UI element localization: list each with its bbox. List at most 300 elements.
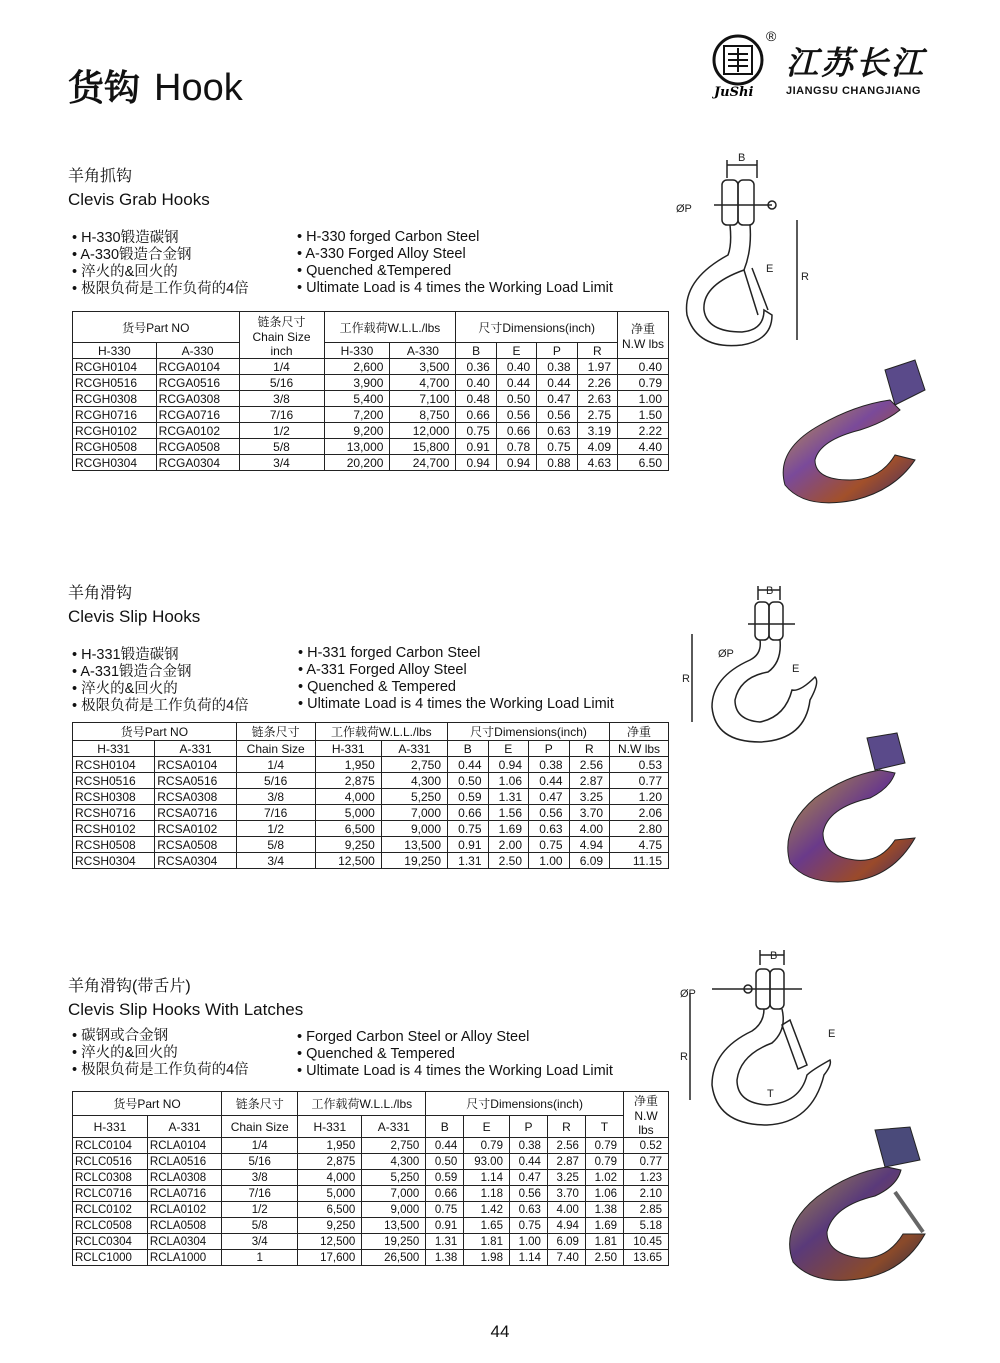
sub-header: R bbox=[569, 741, 610, 757]
bullet: • Ultimate Load is 4 times the Working Load Limit bbox=[297, 1063, 613, 1080]
bullet: • Quenched & Tempered bbox=[297, 1046, 613, 1063]
table-row bbox=[73, 837, 669, 853]
table-cell: 4,700 bbox=[390, 375, 456, 391]
table-cell: 2,750 bbox=[362, 1138, 426, 1154]
table-cell: 0.75 bbox=[509, 1218, 547, 1234]
table-cell: 24,700 bbox=[390, 455, 456, 471]
table-row bbox=[73, 1154, 669, 1170]
spec-table-latch-hooks bbox=[72, 1091, 669, 1266]
table-cell: RCSH0104 bbox=[73, 757, 155, 773]
dim-label: R bbox=[680, 1051, 688, 1063]
table-cell: 13.65 bbox=[624, 1250, 669, 1266]
bullet: • 极限负荷是工作负荷的4倍 bbox=[72, 698, 249, 715]
table-cell: RCLC0304 bbox=[73, 1234, 148, 1250]
bullet: • H-331锻造碳钢 bbox=[72, 647, 249, 664]
table-cell: 0.52 bbox=[624, 1138, 669, 1154]
sub-header: A-330 bbox=[156, 343, 239, 359]
table-cell: 1,950 bbox=[298, 1138, 362, 1154]
table-cell: 1.00 bbox=[529, 853, 570, 869]
table-cell: RCSA0304 bbox=[155, 853, 236, 869]
bullet: • 淬火的&回火的 bbox=[72, 1045, 249, 1062]
col-net-weight: 净重N.W lbs bbox=[624, 1092, 669, 1138]
table-cell: 3/8 bbox=[236, 789, 315, 805]
table-cell: 7,000 bbox=[362, 1186, 426, 1202]
table-cell: 1.02 bbox=[585, 1170, 623, 1186]
table-cell: 5/16 bbox=[236, 773, 315, 789]
table-cell: 2.56 bbox=[569, 757, 610, 773]
table-cell: 2.75 bbox=[577, 407, 617, 423]
table-cell: 2.80 bbox=[610, 821, 669, 837]
section-title-cn: 羊角滑钩(带舌片) bbox=[68, 978, 191, 995]
sub-header: R bbox=[577, 343, 617, 359]
table-cell: 13,000 bbox=[324, 439, 390, 455]
table-cell: 1/4 bbox=[236, 757, 315, 773]
table-cell: 0.59 bbox=[448, 789, 489, 805]
table-cell: 3,900 bbox=[324, 375, 390, 391]
table-cell: 1/2 bbox=[222, 1202, 298, 1218]
sub-header: B bbox=[448, 741, 489, 757]
table-cell: 0.79 bbox=[585, 1154, 623, 1170]
table-row bbox=[73, 375, 669, 391]
table-cell: 0.79 bbox=[585, 1138, 623, 1154]
table-cell: 0.47 bbox=[529, 789, 570, 805]
table-cell: 4.00 bbox=[547, 1202, 585, 1218]
table-cell: RCGA0716 bbox=[156, 407, 239, 423]
table-cell: 6,500 bbox=[315, 821, 381, 837]
latch-hook-diagram bbox=[672, 945, 842, 1135]
table-cell: 0.66 bbox=[496, 423, 536, 439]
bullet: • H-330锻造碳钢 bbox=[72, 230, 249, 247]
table-cell: 1.06 bbox=[585, 1186, 623, 1202]
table-cell: 19,250 bbox=[381, 853, 447, 869]
table-cell: 1/4 bbox=[239, 359, 324, 375]
table-cell: 0.75 bbox=[529, 837, 570, 853]
table-cell: 5/16 bbox=[222, 1154, 298, 1170]
table-cell: 3/4 bbox=[222, 1234, 298, 1250]
col-part-no: 货号Part NO bbox=[73, 1092, 222, 1116]
table-cell: 1.97 bbox=[577, 359, 617, 375]
table-cell: 1 bbox=[222, 1250, 298, 1266]
table-cell: RCSH0308 bbox=[73, 789, 155, 805]
sub-header: B bbox=[456, 343, 496, 359]
table-row bbox=[73, 423, 669, 439]
table-cell: 0.40 bbox=[496, 359, 536, 375]
table-cell: 9,000 bbox=[381, 821, 447, 837]
bullet: • A-331 Forged Alloy Steel bbox=[298, 662, 614, 679]
col-dimensions: 尺寸Dimensions(inch) bbox=[448, 723, 610, 741]
table-cell: 1.20 bbox=[610, 789, 669, 805]
brand-name-en: JIANGSU CHANGJIANG bbox=[786, 85, 921, 97]
grab-hook-diagram bbox=[672, 150, 832, 350]
table-cell: 1.38 bbox=[585, 1202, 623, 1218]
table-row bbox=[73, 1218, 669, 1234]
bullets-cn bbox=[72, 647, 249, 715]
table-cell: 19,250 bbox=[362, 1234, 426, 1250]
table-cell: 2.87 bbox=[547, 1154, 585, 1170]
table-cell: 9,250 bbox=[315, 837, 381, 853]
table-cell: 0.88 bbox=[537, 455, 577, 471]
bullets-cn bbox=[72, 230, 249, 298]
table-cell: 2,600 bbox=[324, 359, 390, 375]
table-cell: 9,250 bbox=[298, 1218, 362, 1234]
sub-header: H-331 bbox=[73, 741, 155, 757]
table-cell: 1/2 bbox=[236, 821, 315, 837]
table-cell: 0.75 bbox=[448, 821, 489, 837]
table-cell: 0.36 bbox=[456, 359, 496, 375]
table-row bbox=[73, 439, 669, 455]
table-cell: 7/16 bbox=[236, 805, 315, 821]
table-cell: 5/8 bbox=[222, 1218, 298, 1234]
grab-hook-photo bbox=[765, 350, 940, 510]
table-cell: 2.00 bbox=[488, 837, 529, 853]
table-row bbox=[73, 757, 669, 773]
col-net-weight-en: N.W lbs bbox=[610, 741, 669, 757]
table-cell: 0.38 bbox=[509, 1138, 547, 1154]
table-cell: 1.00 bbox=[618, 391, 669, 407]
table-cell: 0.47 bbox=[537, 391, 577, 407]
table-cell: 2,875 bbox=[315, 773, 381, 789]
table-cell: 4,300 bbox=[362, 1154, 426, 1170]
table-cell: 0.48 bbox=[456, 391, 496, 407]
table-cell: RCSH0716 bbox=[73, 805, 155, 821]
table-row bbox=[73, 1250, 669, 1266]
sub-header: E bbox=[488, 741, 529, 757]
table-cell: 1.00 bbox=[509, 1234, 547, 1250]
sub-header: A-331 bbox=[381, 741, 447, 757]
table-cell: 0.56 bbox=[529, 805, 570, 821]
table-row bbox=[73, 805, 669, 821]
table-cell: 6,500 bbox=[298, 1202, 362, 1218]
table-cell: 1/2 bbox=[239, 423, 324, 439]
dim-label: R bbox=[801, 271, 809, 283]
section-title-en: Clevis Grab Hooks bbox=[68, 190, 210, 209]
table-cell: 5,000 bbox=[298, 1186, 362, 1202]
table-cell: 7/16 bbox=[222, 1186, 298, 1202]
table-cell: 1.98 bbox=[464, 1250, 510, 1266]
table-cell: RCGA0104 bbox=[156, 359, 239, 375]
col-wll: 工作载荷W.L.L./lbs bbox=[324, 312, 456, 343]
bullet: • Quenched &Tempered bbox=[297, 263, 613, 280]
table-cell: 0.75 bbox=[537, 439, 577, 455]
table-cell: 0.91 bbox=[426, 1218, 464, 1234]
table-cell: 5,250 bbox=[362, 1170, 426, 1186]
table-row bbox=[73, 1170, 669, 1186]
table-cell: 0.63 bbox=[529, 821, 570, 837]
section-slip-hooks-latches bbox=[68, 973, 678, 1020]
table-cell: RCSH0516 bbox=[73, 773, 155, 789]
table-cell: RCLC0508 bbox=[73, 1218, 148, 1234]
table-cell: 0.63 bbox=[509, 1202, 547, 1218]
bullets-en bbox=[297, 229, 613, 297]
table-cell: 1.42 bbox=[464, 1202, 510, 1218]
table-cell: 3.19 bbox=[577, 423, 617, 439]
bullets-en bbox=[298, 645, 614, 713]
sub-header: P bbox=[529, 741, 570, 757]
bullet: • 淬火的&回火的 bbox=[72, 681, 249, 698]
table-cell: 0.59 bbox=[426, 1170, 464, 1186]
page-number: 44 bbox=[490, 1322, 510, 1341]
table-cell: 0.40 bbox=[618, 359, 669, 375]
table-cell: RCLA0508 bbox=[147, 1218, 221, 1234]
table-cell: 12,500 bbox=[298, 1234, 362, 1250]
table-cell: RCSA0102 bbox=[155, 821, 236, 837]
table-cell: 2.06 bbox=[610, 805, 669, 821]
table-cell: 0.94 bbox=[488, 757, 529, 773]
sub-header: R bbox=[547, 1116, 585, 1138]
table-cell: 0.47 bbox=[509, 1170, 547, 1186]
dim-label: E bbox=[766, 263, 774, 275]
table-cell: RCLA0104 bbox=[147, 1138, 221, 1154]
table-cell: 0.63 bbox=[537, 423, 577, 439]
table-cell: 7,000 bbox=[381, 805, 447, 821]
table-cell: RCLC0308 bbox=[73, 1170, 148, 1186]
table-cell: 9,200 bbox=[324, 423, 390, 439]
table-row bbox=[73, 407, 669, 423]
table-cell: 6.50 bbox=[618, 455, 669, 471]
table-cell: RCGA0308 bbox=[156, 391, 239, 407]
sub-header: P bbox=[537, 343, 577, 359]
table-cell: 12,000 bbox=[390, 423, 456, 439]
table-cell: 8,750 bbox=[390, 407, 456, 423]
table-cell: 3,500 bbox=[390, 359, 456, 375]
table-cell: RCGA0508 bbox=[156, 439, 239, 455]
table-cell: 3/4 bbox=[236, 853, 315, 869]
table-cell: RCGH0102 bbox=[73, 423, 157, 439]
table-cell: 2.10 bbox=[624, 1186, 669, 1202]
table-cell: 0.38 bbox=[529, 757, 570, 773]
table-cell: 0.56 bbox=[496, 407, 536, 423]
table-cell: RCGH0716 bbox=[73, 407, 157, 423]
dim-label: B bbox=[770, 950, 778, 962]
table-cell: 5,250 bbox=[381, 789, 447, 805]
table-cell: 6.09 bbox=[569, 853, 610, 869]
table-cell: 15,800 bbox=[390, 439, 456, 455]
section-title-en: Clevis Slip Hooks bbox=[68, 607, 201, 626]
brand-registered: ® bbox=[766, 28, 777, 44]
sub-header: H-330 bbox=[324, 343, 390, 359]
col-chain-size-en: Chain Size bbox=[222, 1116, 298, 1138]
table-row bbox=[73, 821, 669, 837]
table-cell: RCLC0716 bbox=[73, 1186, 148, 1202]
table-cell: 11.15 bbox=[610, 853, 669, 869]
table-row bbox=[73, 455, 669, 471]
table-cell: 0.44 bbox=[496, 375, 536, 391]
seal-text: JuShi bbox=[714, 85, 754, 100]
table-cell: 2.85 bbox=[624, 1202, 669, 1218]
dim-label: T bbox=[767, 1088, 774, 1100]
table-cell: 0.56 bbox=[537, 407, 577, 423]
col-chain-size-cn: 链条尺寸 bbox=[236, 723, 315, 741]
table-cell: 0.77 bbox=[610, 773, 669, 789]
col-wll: 工作载荷W.L.L./lbs bbox=[315, 723, 447, 741]
table-row bbox=[73, 391, 669, 407]
table-cell: 1.31 bbox=[426, 1234, 464, 1250]
table-cell: 3.70 bbox=[547, 1186, 585, 1202]
table-cell: 0.44 bbox=[529, 773, 570, 789]
table-cell: 4,000 bbox=[315, 789, 381, 805]
bullet: • Quenched & Tempered bbox=[298, 679, 614, 696]
table-cell: 2.50 bbox=[488, 853, 529, 869]
section-title-en: Clevis Slip Hooks With Latches bbox=[68, 1000, 304, 1019]
table-cell: 5,000 bbox=[315, 805, 381, 821]
table-cell: 7,100 bbox=[390, 391, 456, 407]
table-cell: 7,200 bbox=[324, 407, 390, 423]
table-cell: 1.69 bbox=[488, 821, 529, 837]
table-cell: 5.18 bbox=[624, 1218, 669, 1234]
table-cell: 10.45 bbox=[624, 1234, 669, 1250]
table-cell: 2.87 bbox=[569, 773, 610, 789]
title-cn: 货钩 bbox=[68, 67, 141, 108]
table-row bbox=[73, 773, 669, 789]
table-cell: 0.44 bbox=[426, 1138, 464, 1154]
table-cell: RCLA1000 bbox=[147, 1250, 221, 1266]
table-cell: RCLA0716 bbox=[147, 1186, 221, 1202]
table-cell: 4.09 bbox=[577, 439, 617, 455]
table-cell: RCSA0516 bbox=[155, 773, 236, 789]
dim-label: B bbox=[766, 585, 774, 597]
col-part-no: 货号Part NO bbox=[73, 312, 240, 343]
bullet: • A-330 Forged Alloy Steel bbox=[297, 246, 613, 263]
col-chain-size-en: Chain Size bbox=[236, 741, 315, 757]
table-cell: 1.81 bbox=[464, 1234, 510, 1250]
dim-label: E bbox=[792, 663, 800, 675]
table-cell: 0.77 bbox=[624, 1154, 669, 1170]
table-cell: 9,000 bbox=[362, 1202, 426, 1218]
table-cell: 0.66 bbox=[448, 805, 489, 821]
table-cell: 0.40 bbox=[456, 375, 496, 391]
table-cell: 0.50 bbox=[426, 1154, 464, 1170]
table-cell: 1.65 bbox=[464, 1218, 510, 1234]
table-cell: 1.69 bbox=[585, 1218, 623, 1234]
table-cell: RCSA0716 bbox=[155, 805, 236, 821]
table-cell: 3.70 bbox=[569, 805, 610, 821]
sub-header: A-330 bbox=[390, 343, 456, 359]
table-cell: RCSH0102 bbox=[73, 821, 155, 837]
table-cell: 26,500 bbox=[362, 1250, 426, 1266]
table-cell: 0.50 bbox=[448, 773, 489, 789]
table-cell: 4.63 bbox=[577, 455, 617, 471]
table-cell: 3.25 bbox=[569, 789, 610, 805]
table-cell: RCGH0308 bbox=[73, 391, 157, 407]
table-cell: 0.94 bbox=[456, 455, 496, 471]
table-cell: 5,400 bbox=[324, 391, 390, 407]
bullet: • H-331 forged Carbon Steel bbox=[298, 645, 614, 662]
sub-header: H-330 bbox=[73, 343, 157, 359]
table-cell: 4.40 bbox=[618, 439, 669, 455]
sub-header: H-331 bbox=[315, 741, 381, 757]
table-cell: 7/16 bbox=[239, 407, 324, 423]
table-cell: 2,750 bbox=[381, 757, 447, 773]
table-cell: 0.91 bbox=[448, 837, 489, 853]
section-grab-hooks bbox=[68, 163, 678, 210]
table-cell: 12,500 bbox=[315, 853, 381, 869]
brand-name-cn: 江苏长江 bbox=[786, 44, 927, 82]
table-cell: 2.63 bbox=[577, 391, 617, 407]
dim-label: E bbox=[828, 1028, 836, 1040]
sub-header: E bbox=[464, 1116, 510, 1138]
table-cell: 1.14 bbox=[464, 1170, 510, 1186]
section-slip-hooks bbox=[68, 580, 678, 627]
table-cell: 0.75 bbox=[456, 423, 496, 439]
table-cell: 1.23 bbox=[624, 1170, 669, 1186]
bullet: • Ultimate Load is 4 times the Working Load Limit bbox=[298, 696, 614, 713]
table-cell: 0.53 bbox=[610, 757, 669, 773]
table-row bbox=[73, 1186, 669, 1202]
section-title-cn: 羊角滑钩 bbox=[68, 585, 133, 602]
bullet: • Forged Carbon Steel or Alloy Steel bbox=[297, 1029, 613, 1046]
table-cell: 1.38 bbox=[426, 1250, 464, 1266]
table-cell: RCGH0304 bbox=[73, 455, 157, 471]
table-cell: RCGH0508 bbox=[73, 439, 157, 455]
bullet: • A-331锻造合金钢 bbox=[72, 664, 249, 681]
table-cell: RCLC1000 bbox=[73, 1250, 148, 1266]
section-title-cn: 羊角抓钩 bbox=[68, 168, 133, 185]
sub-header: A-331 bbox=[362, 1116, 426, 1138]
table-cell: RCGA0304 bbox=[156, 455, 239, 471]
table-cell: 4.94 bbox=[547, 1218, 585, 1234]
spec-table-slip-hooks bbox=[72, 722, 669, 869]
table-cell: 0.44 bbox=[448, 757, 489, 773]
table-cell: RCLA0516 bbox=[147, 1154, 221, 1170]
col-dimensions: 尺寸Dimensions(inch) bbox=[456, 312, 618, 343]
table-cell: RCLC0104 bbox=[73, 1138, 148, 1154]
col-wll: 工作载荷W.L.L./lbs bbox=[298, 1092, 426, 1116]
bullet: • 碳钢或合金钢 bbox=[72, 1028, 249, 1045]
table-row bbox=[73, 1202, 669, 1218]
dim-label: ØP bbox=[718, 648, 734, 660]
table-cell: 5/8 bbox=[239, 439, 324, 455]
table-cell: 1.81 bbox=[585, 1234, 623, 1250]
latch-hook-photo bbox=[775, 1122, 950, 1287]
table-cell: RCGH0516 bbox=[73, 375, 157, 391]
bullets-en bbox=[297, 1029, 613, 1080]
table-cell: RCSH0304 bbox=[73, 853, 155, 869]
table-cell: 13,500 bbox=[381, 837, 447, 853]
sub-header: A-331 bbox=[155, 741, 236, 757]
table-cell: 0.78 bbox=[496, 439, 536, 455]
table-cell: RCLC0102 bbox=[73, 1202, 148, 1218]
table-cell: 2.22 bbox=[618, 423, 669, 439]
table-cell: 3.25 bbox=[547, 1170, 585, 1186]
table-cell: 17,600 bbox=[298, 1250, 362, 1266]
table-cell: RCSA0308 bbox=[155, 789, 236, 805]
table-cell: 1.31 bbox=[448, 853, 489, 869]
table-cell: 13,500 bbox=[362, 1218, 426, 1234]
table-cell: 3/4 bbox=[239, 455, 324, 471]
table-cell: 1.18 bbox=[464, 1186, 510, 1202]
col-net-weight-cn: 净重 bbox=[610, 723, 669, 741]
bullet: • Ultimate Load is 4 times the Working Load Limit bbox=[297, 280, 613, 297]
spec-table-grab-hooks bbox=[72, 311, 669, 471]
table-cell: RCLA0304 bbox=[147, 1234, 221, 1250]
table-cell: RCLA0308 bbox=[147, 1170, 221, 1186]
table-cell: 0.94 bbox=[496, 455, 536, 471]
table-row bbox=[73, 789, 669, 805]
col-chain-size-cn: 链条尺寸 bbox=[222, 1092, 298, 1116]
table-cell: 20,200 bbox=[324, 455, 390, 471]
table-cell: RCLC0516 bbox=[73, 1154, 148, 1170]
page-title bbox=[68, 60, 243, 111]
table-cell: 1.14 bbox=[509, 1250, 547, 1266]
table-row bbox=[73, 1138, 669, 1154]
table-cell: 0.50 bbox=[496, 391, 536, 407]
sub-header: H-331 bbox=[298, 1116, 362, 1138]
slip-hook-diagram bbox=[680, 582, 840, 752]
table-cell: 0.91 bbox=[456, 439, 496, 455]
table-cell: 1.31 bbox=[488, 789, 529, 805]
table-cell: 1.06 bbox=[488, 773, 529, 789]
sub-header: P bbox=[509, 1116, 547, 1138]
